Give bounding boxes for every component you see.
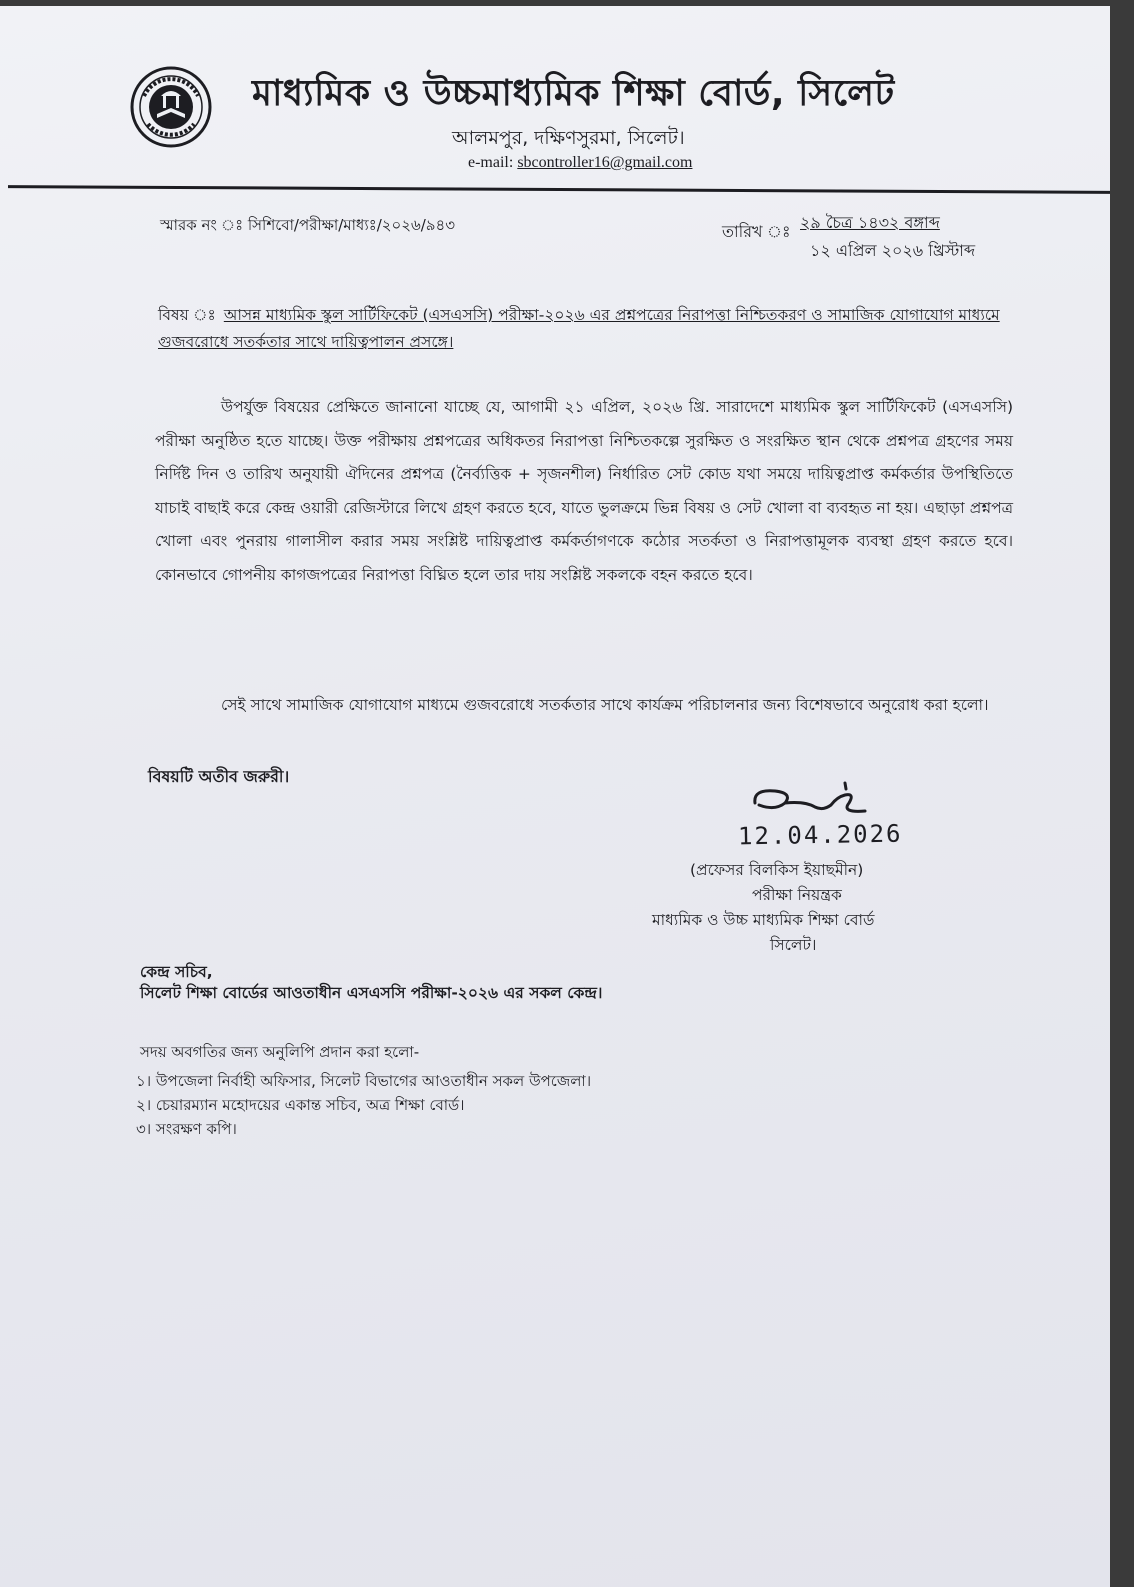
- board-title: মাধ্যমিক ও উচ্চমাধ্যমিক শিক্ষা বোর্ড, সিলেট: [252, 73, 895, 114]
- signatory-organization: মাধ্যমিক ও উচ্চ মাধ্যমিক শিক্ষা বোর্ড: [652, 911, 875, 929]
- board-address: আলমপুর, দক্ষিণসুরমা, সিলেট।: [452, 127, 685, 149]
- memo-reference: স্মারক নং ঃ সিশিবো/পরীক্ষা/মাধ্যঃ/২০২৬/৯৪৩: [160, 216, 456, 234]
- email-address: sbcontroller16@gmail.com: [517, 154, 693, 171]
- recipient-text: সিলেট শিক্ষা বোর্ডের আওতাধীন এসএসসি পরীক্ষা-২০২৬ এর সকল কেন্দ্র।: [140, 984, 603, 1002]
- body-paragraph-1: উপর্যুক্ত বিষয়ের প্রেক্ষিতে জানানো যাচ্ছে যে, আগামী ২১ এপ্রিল, ২০২৬ খ্রি. সারাদেশে মাধ্যমিক স্কুল সার্টিফিকেট (এসএসসি) পরীক্ষা অনুষ্ঠিত হতে যাচ্ছে। উক্ত পরীক্ষায় প্রশ্নপত্রের অধিকতর নিরাপত্তা নিশ্চিতকল্পে সুরক্ষিত ও সংরক্ষিত স্থান থেকে প্রশ্নপত্র গ্রহণের সময় নির্দিষ্ট দিন ও তারিখ অনুযায়ী ঐদিনের প্রশ্নপত্র (নৈর্ব্যত্তিক + সৃজনশীল) নির্ধারিত সেট কোড যথা সময়ে দায়িত্বপ্রাপ্ত কর্মকর্তার উপস্থিতিতে যাচাই বাছাই করে কেন্দ্র ওয়ারী রেজিস্টারে লিখে গ্রহণ করতে হবে, যাতে ভুলক্রমে ভিন্ন বিষয় ও সেট খোলা বা ব্যবহৃত না হয়। এছাড়া প্রশ্নপত্র খোলা এবং পুনরায় গালাসীল করার সময় সংশ্লিষ্ট দায়িত্বপ্রাপ্ত কর্মকর্তাগণকে কঠোর সতর্কতা ও নিরাপত্তামূলক ব্যবস্থা গ্রহণ করতে হবে। কোনভাবে গোপনীয় কাগজপত্রের নিরাপত্তা বিঘ্নিত হলে তার দায় সংশ্লিষ্ট সকলকে বহন করতে হবে।: [155, 398, 1013, 584]
- copy-list-item: ৩। সংরক্ষণ কপি।: [136, 1120, 237, 1138]
- document-page: [0, 6, 1110, 1587]
- board-seal-logo: [130, 66, 212, 148]
- subject-label: বিষয় ঃ: [158, 306, 216, 324]
- email-line: [468, 154, 692, 172]
- copy-list-item: ১। উপজেলা নির্বাহী অফিসার, সিলেট বিভাগের আওতাধীন সকল উপজেলা।: [136, 1072, 592, 1090]
- subject-line: [158, 302, 1028, 356]
- body-paragraph-2: সেই সাথে সামাজিক যোগাযোগ মাধ্যমে গুজবরোধে সতর্কতার সাথে কার্যক্রম পরিচালনার জন্য বিশেষভাবে অনুরোধ করা হলো।: [221, 696, 989, 714]
- email-label: e-mail:: [468, 154, 514, 171]
- date-gregorian: ১২ এপ্রিল ২০২৬ খ্রিস্টাব্দ: [810, 241, 976, 260]
- signatory-city: সিলেট।: [770, 936, 817, 954]
- copy-list-item: ২। চেয়ারম্যান মহোদয়ের একান্ত সচিব, অত্র শিক্ষা বোর্ড।: [136, 1096, 465, 1114]
- recipient-title: কেন্দ্র সচিব,: [140, 963, 213, 981]
- urgent-note: বিষয়টি অতীব জরুরী।: [148, 767, 290, 786]
- date-bangla: ২৯ চৈত্র ১৪৩২ বঙ্গাব্দ: [800, 213, 940, 232]
- header-divider: [8, 185, 1110, 194]
- signatory-name: (প্রফেসর বিলকিস ইয়াছমীন): [690, 861, 864, 879]
- date-label: তারিখ ঃ: [722, 222, 791, 241]
- signatory-designation: পরীক্ষা নিয়ন্ত্রক: [752, 886, 842, 904]
- handwritten-date: 12.04.2026: [737, 819, 903, 851]
- copy-intro: সদয় অবগতির জন্য অনুলিপি প্রদান করা হলো-: [140, 1043, 420, 1061]
- subject-text: আসন্ন মাধ্যমিক স্কুল সার্টিফিকেট (এসএসসি) পরীক্ষা-২০২৬ এর প্রশ্নপত্রের নিরাপত্তা নিশ্চিতকরণ ও সামাজিক যোগাযোগ মাধ্যমে গুজবরোধে সতর্কতার সাথে দায়িত্বপালন প্রসঙ্গে।: [158, 306, 1000, 351]
